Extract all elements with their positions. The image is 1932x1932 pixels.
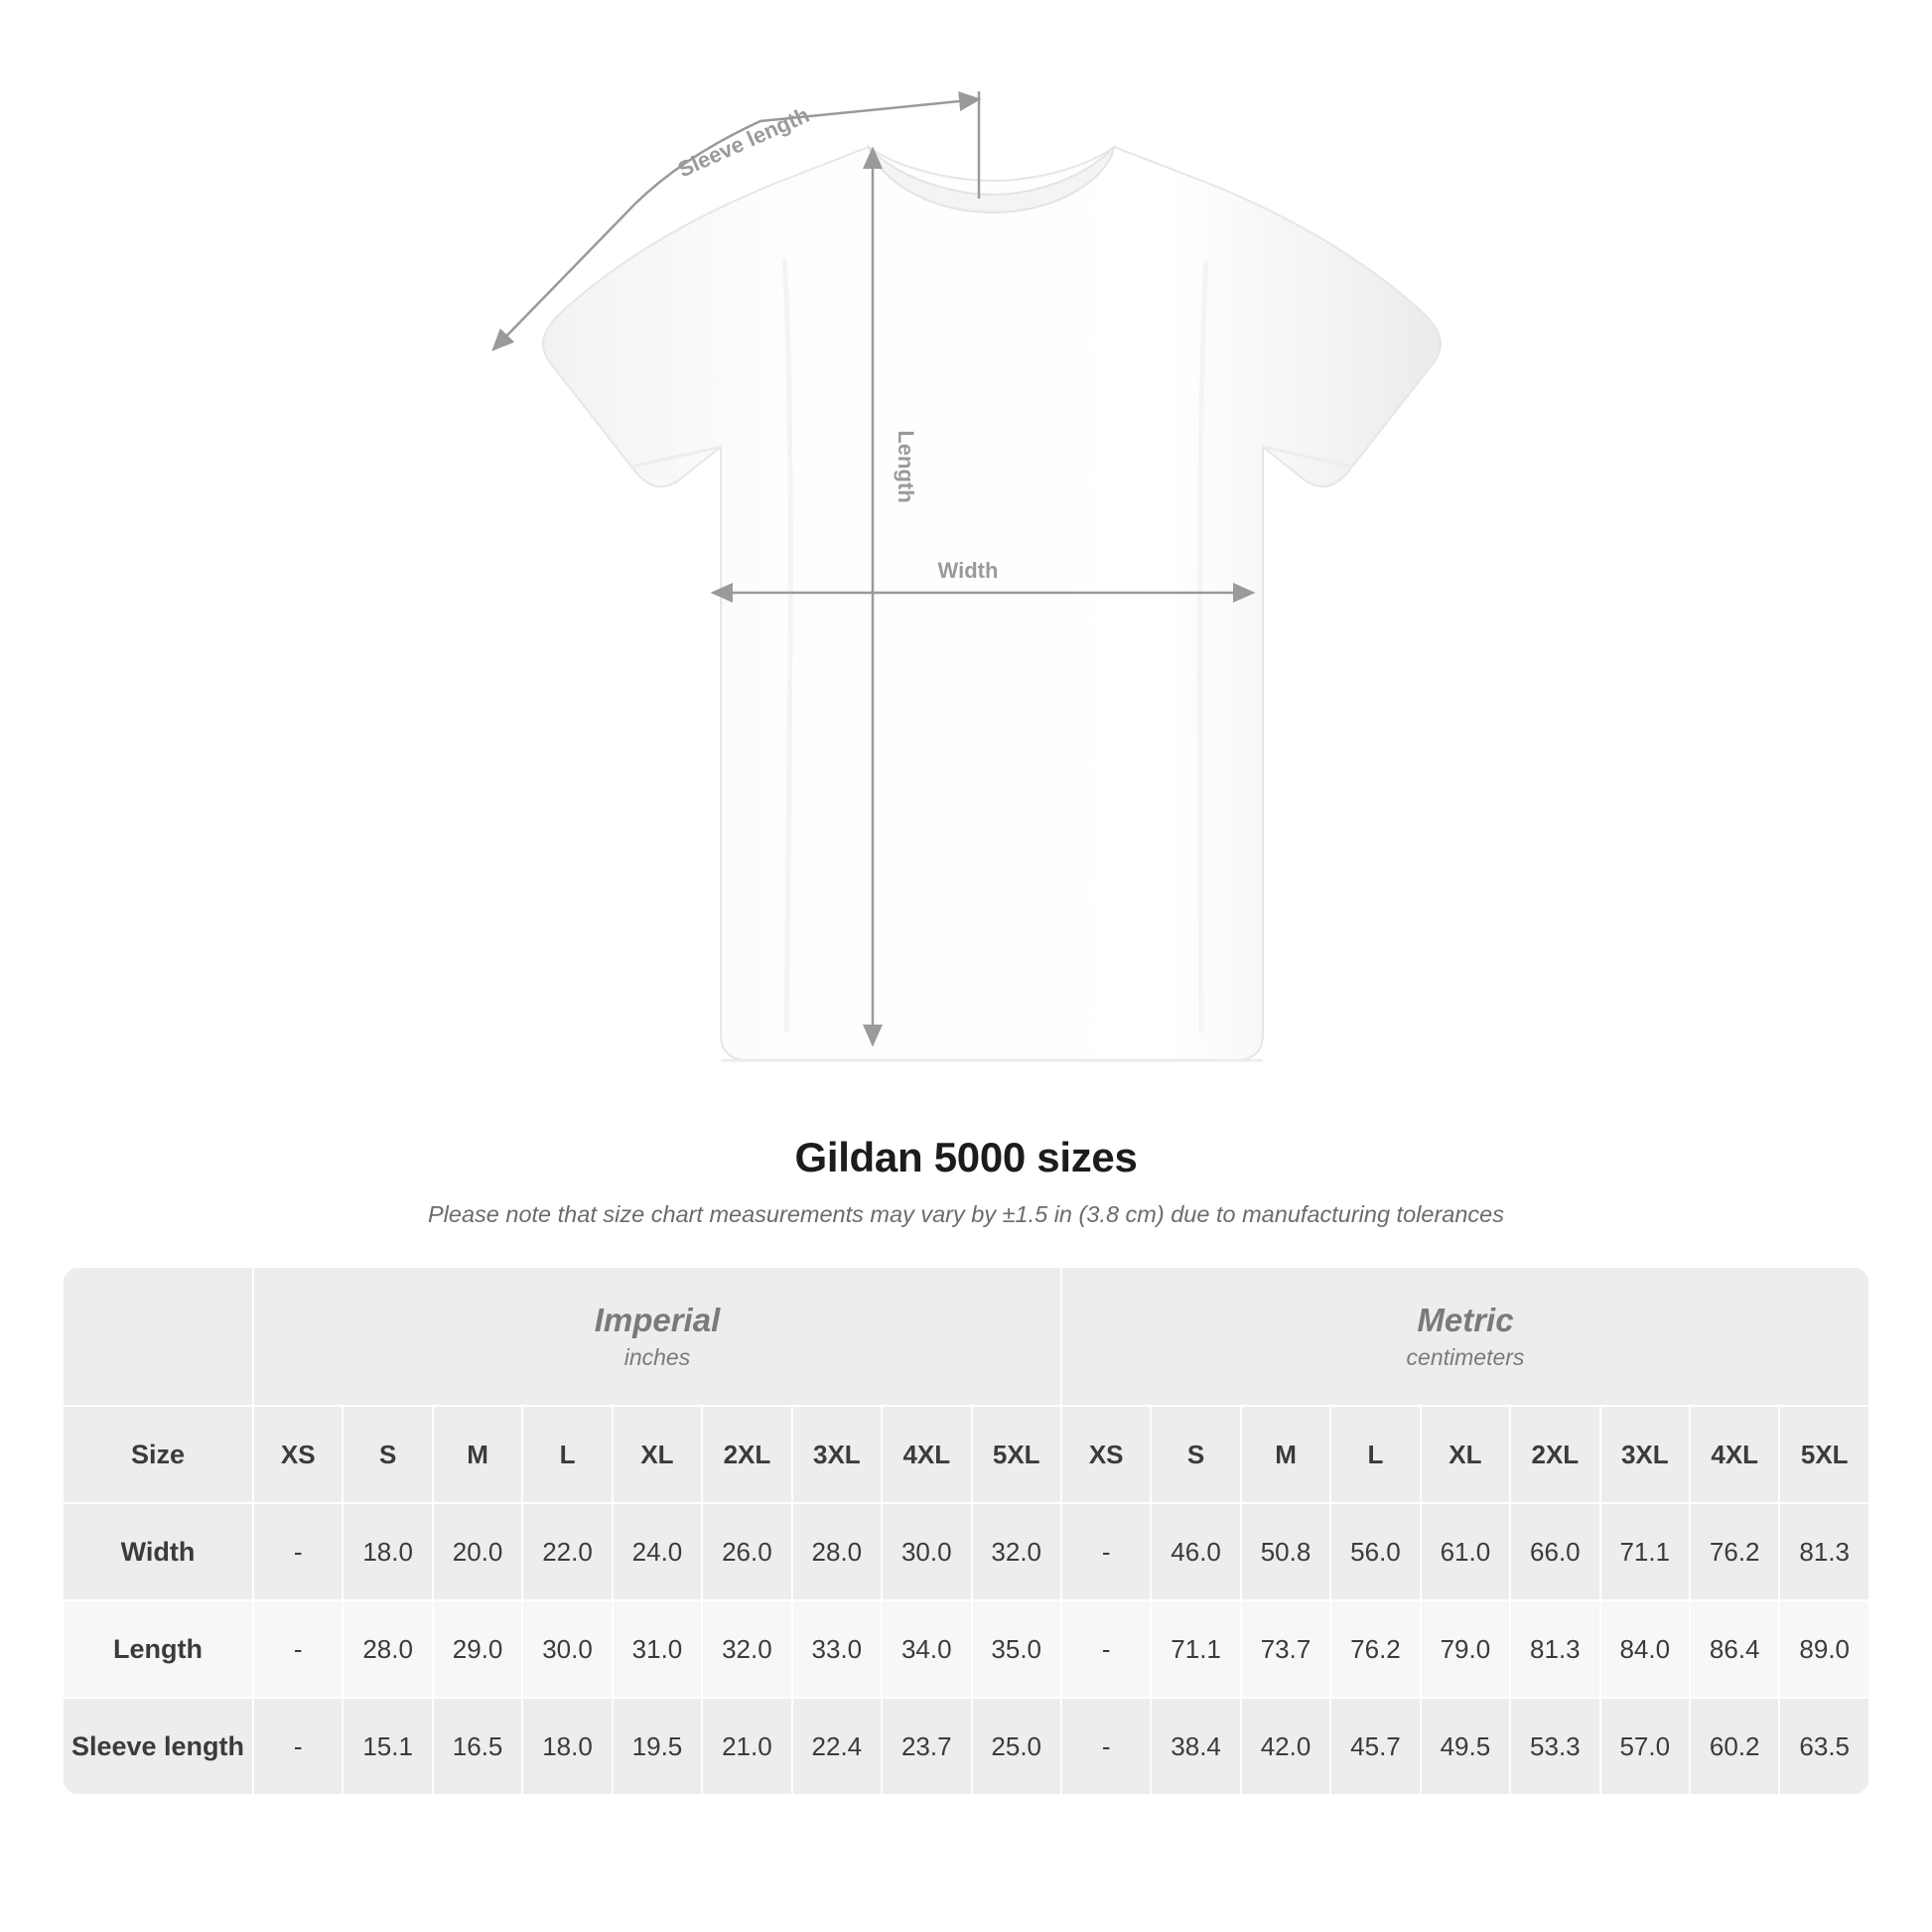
size-header-imperial-4xl: 4XL [882,1406,971,1503]
cell-length-metric-3xl: 84.0 [1600,1600,1690,1698]
size-header-imperial-m: M [433,1406,522,1503]
table-row [63,1503,1869,1600]
cell-width-metric-xs: - [1061,1503,1151,1600]
cell-sleeve-imperial-5xl: 25.0 [972,1698,1061,1795]
size-table [62,1266,1870,1796]
cell-length-metric-xs: - [1061,1600,1151,1698]
cell-width-imperial-3xl: 28.0 [792,1503,882,1600]
cell-width-imperial-xs: - [253,1503,343,1600]
table-row [63,1698,1869,1795]
unit-group-imperial-sub: inches [623,1343,691,1370]
size-header-imperial-xs: XS [253,1406,343,1503]
row-label-length: Length [63,1600,253,1698]
size-header-metric-5xl: 5XL [1779,1406,1869,1503]
cell-sleeve-imperial-s: 15.1 [343,1698,432,1795]
cell-width-metric-3xl: 71.1 [1600,1503,1690,1600]
cell-length-imperial-5xl: 35.0 [972,1600,1061,1698]
cell-length-metric-xl: 79.0 [1421,1600,1510,1698]
tshirt-shape [543,147,1441,1060]
cell-length-metric-4xl: 86.4 [1690,1600,1779,1698]
cell-length-metric-s: 71.1 [1151,1600,1240,1698]
length-label: Length [894,430,918,503]
cell-sleeve-metric-s: 38.4 [1151,1698,1240,1795]
page-title: Gildan 5000 sizes [794,1134,1138,1180]
cell-length-imperial-xs: - [253,1600,343,1698]
cell-width-metric-l: 56.0 [1330,1503,1420,1600]
cell-sleeve-imperial-4xl: 23.7 [882,1698,971,1795]
size-table-wrapper [62,1266,1870,1796]
cell-length-metric-l: 76.2 [1330,1600,1420,1698]
unit-header-row [63,1267,1869,1406]
cell-sleeve-imperial-l: 18.0 [522,1698,612,1795]
size-header-metric-m: M [1241,1406,1330,1503]
cell-length-imperial-l: 30.0 [522,1600,612,1698]
cell-width-metric-2xl: 66.0 [1510,1503,1599,1600]
cell-length-imperial-xl: 31.0 [613,1600,702,1698]
cell-length-metric-m: 73.7 [1241,1600,1330,1698]
cell-sleeve-metric-5xl: 63.5 [1779,1698,1869,1795]
row-label-width: Width [63,1503,253,1600]
size-header-imperial-5xl: 5XL [972,1406,1061,1503]
size-header-row [63,1406,1869,1503]
size-header-label: Size [63,1406,253,1503]
cell-sleeve-imperial-3xl: 22.4 [792,1698,882,1795]
cell-sleeve-imperial-xl: 19.5 [613,1698,702,1795]
cell-width-metric-s: 46.0 [1151,1503,1240,1600]
cell-length-imperial-2xl: 32.0 [702,1600,791,1698]
cell-sleeve-imperial-2xl: 21.0 [702,1698,791,1795]
title-block [0,1134,1932,1228]
sleeve-length-label: Sleeve length [674,101,813,183]
cell-sleeve-metric-3xl: 57.0 [1600,1698,1690,1795]
width-label: Width [937,558,999,583]
unit-group-metric [1061,1267,1869,1406]
cell-length-metric-2xl: 81.3 [1510,1600,1599,1698]
cell-width-imperial-s: 18.0 [343,1503,432,1600]
cell-length-imperial-m: 29.0 [433,1600,522,1698]
size-header-imperial-2xl: 2XL [702,1406,791,1503]
cell-width-metric-5xl: 81.3 [1779,1503,1869,1600]
unit-group-imperial [253,1267,1061,1406]
cell-width-imperial-5xl: 32.0 [972,1503,1061,1600]
cell-width-metric-xl: 61.0 [1421,1503,1510,1600]
cell-width-imperial-m: 20.0 [433,1503,522,1600]
cell-sleeve-metric-l: 45.7 [1330,1698,1420,1795]
cell-width-imperial-2xl: 26.0 [702,1503,791,1600]
cell-width-imperial-4xl: 30.0 [882,1503,971,1600]
size-header-imperial-xl: XL [613,1406,702,1503]
cell-sleeve-imperial-m: 16.5 [433,1698,522,1795]
cell-sleeve-imperial-xs: - [253,1698,343,1795]
row-label-sleeve-length: Sleeve length [63,1698,253,1795]
size-header-metric-s: S [1151,1406,1240,1503]
unit-header-spacer [63,1267,253,1406]
size-header-metric-2xl: 2XL [1510,1406,1599,1503]
cell-length-metric-5xl: 89.0 [1779,1600,1869,1698]
cell-width-metric-m: 50.8 [1241,1503,1330,1600]
size-header-metric-l: L [1330,1406,1420,1503]
unit-group-imperial-name: Imperial [594,1302,721,1339]
tolerance-note: Please note that size chart measurements may vary by ±1.5 in (3.8 cm) due to manufacturing tolerances [428,1201,1504,1227]
table-row [63,1600,1869,1698]
size-header-imperial-3xl: 3XL [792,1406,882,1503]
cell-length-imperial-s: 28.0 [343,1600,432,1698]
unit-group-metric-name: Metric [1417,1302,1514,1339]
cell-sleeve-metric-xl: 49.5 [1421,1698,1510,1795]
size-header-metric-4xl: 4XL [1690,1406,1779,1503]
cell-sleeve-metric-4xl: 60.2 [1690,1698,1779,1795]
cell-width-metric-4xl: 76.2 [1690,1503,1779,1600]
size-header-metric-3xl: 3XL [1600,1406,1690,1503]
cell-width-imperial-l: 22.0 [522,1503,612,1600]
cell-width-imperial-xl: 24.0 [613,1503,702,1600]
size-header-imperial-s: S [343,1406,432,1503]
size-header-metric-xl: XL [1421,1406,1510,1503]
cell-sleeve-metric-m: 42.0 [1241,1698,1330,1795]
cell-length-imperial-3xl: 33.0 [792,1600,882,1698]
cell-length-imperial-4xl: 34.0 [882,1600,971,1698]
size-header-metric-xs: XS [1061,1406,1151,1503]
size-header-imperial-l: L [522,1406,612,1503]
cell-sleeve-metric-2xl: 53.3 [1510,1698,1599,1795]
unit-group-metric-sub: centimeters [1406,1343,1525,1370]
cell-sleeve-metric-xs: - [1061,1698,1151,1795]
